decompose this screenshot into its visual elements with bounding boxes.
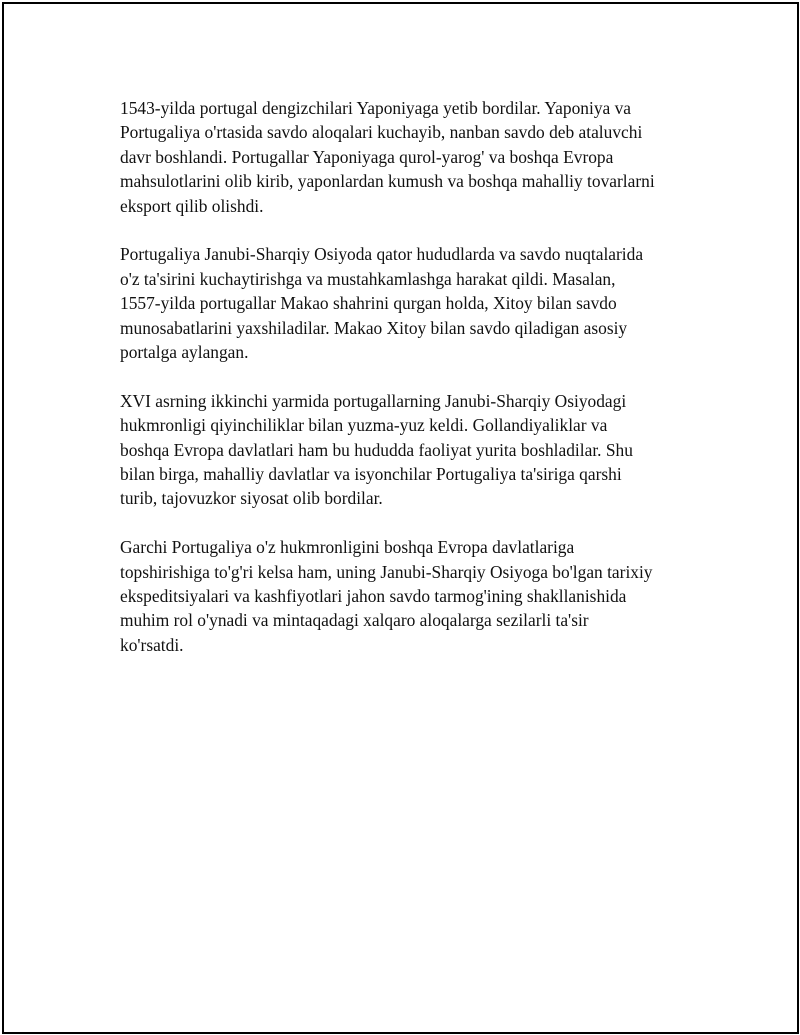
paragraph-4: Garchi Portugaliya o'z hukmronligini boshqa Evropa davlatlariga topshirishiga to'g'ri kelsa ham, uning Janubi-Sharqiy Osiyoga bo'lgan tarixiy ekspeditsiyalari va kashfiyotlari jahon savdo tarmog'ining shakllanishida muhim rol o'ynadi va mintaqadagi xalqaro aloqalarga sezilarli ta'sir ko'rsatdi.: [120, 537, 653, 655]
paragraph-3: XVI asrning ikkinchi yarmida portugallarning Janubi-Sharqiy Osiyodagi hukmronligi qiyinchiliklar bilan yuzma-yuz keldi. Gollandiyaliklar va boshqa Evropa davlatlari ham bu hududda faoliyat yurita boshladilar. Shu bilan birga, mahalliy davlatlar va isyonchilar Portugaliya ta'siriga qarshi turib, tajovuzkor siyosat olib bordilar.: [120, 390, 633, 509]
document-body: [120, 96, 700, 682]
paragraph-1: 1543-yilda portugal dengizchilari Yaponiyaga yetib bordilar. Yaponiya va Portugaliya o'rtasida savdo aloqalari kuchayib, nanban savdo deb ataluvchi davr boshlandi. Portugallar Yaponiyaga qurol-yarog' va boshqa Evropa mahsulotlarini olib kirib, yaponlardan kumush va boshqa mahalliy tovarlarni eksport qilib olishdi.: [120, 98, 655, 216]
paragraph-2: Portugaliya Janubi-Sharqiy Osiyoda qator hududlarda va savdo nuqtalarida o'z ta'sirini kuchaytirishga va mustahkamlashga harakat qildi. Masalan, 1557-yilda portugallar Makao shahrini qurgan holda, Xitoy bilan savdo munosabatlarini yaxshiladilar. Makao Xitoy bilan savdo qiladigan asosiy portalga aylangan.: [120, 244, 644, 363]
page-frame: [2, 2, 799, 1034]
